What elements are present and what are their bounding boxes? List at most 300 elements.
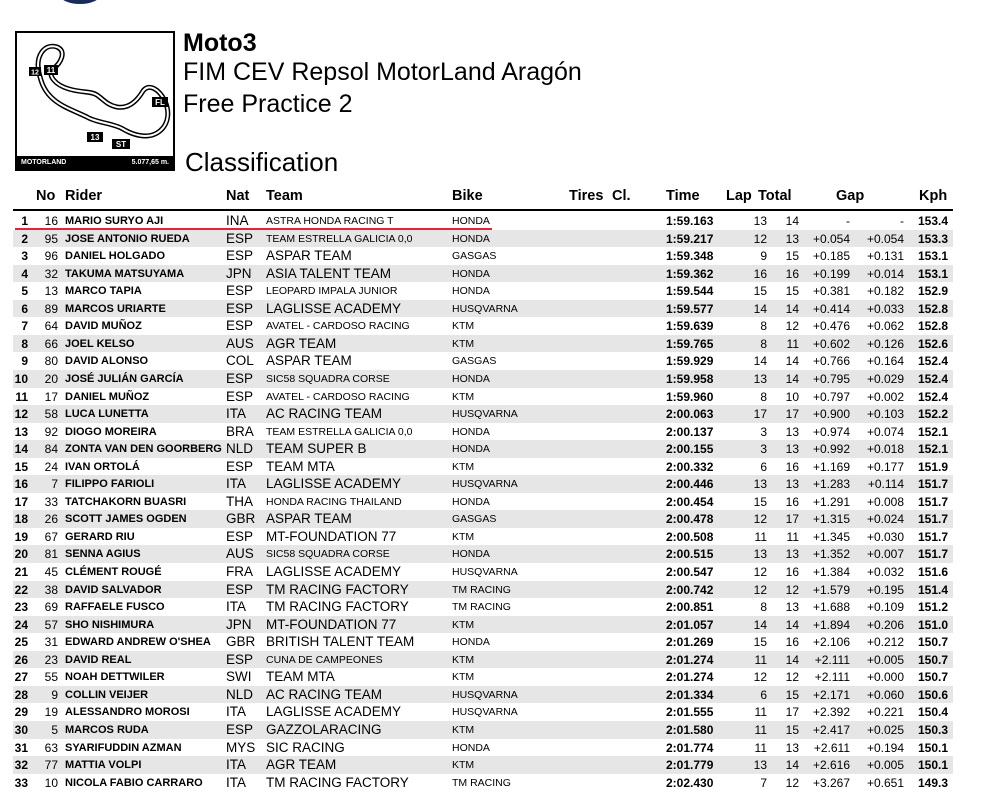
best-lap-cell: 6 (760, 687, 767, 702)
leader-underline (15, 228, 492, 230)
bike-cell: KTM (452, 653, 475, 666)
interval-cell: +0.182 (866, 284, 904, 299)
interval-cell: +0.030 (866, 529, 904, 544)
nationality-cell: BRA (226, 423, 254, 439)
gap-cell: +2.171 (812, 687, 850, 702)
table-row (13, 212, 953, 230)
section-title: Classification (185, 147, 339, 177)
speed-cell: 150.7 (917, 635, 948, 650)
rider-number-cell: 64 (44, 319, 58, 334)
table-row (13, 247, 953, 265)
rider-name-cell: EDWARD ANDREW O'SHEA (65, 636, 211, 649)
logo-fragment (60, 0, 100, 4)
total-laps-cell: 15 (785, 284, 799, 299)
lap-time-cell: 2:01.555 (666, 705, 714, 720)
rider-number-cell: 80 (44, 354, 58, 369)
total-laps-cell: 13 (785, 477, 799, 492)
best-lap-cell: 12 (753, 582, 767, 597)
bike-cell: GASGAS (452, 513, 497, 526)
gap-cell: +2.417 (812, 722, 850, 737)
rider-number-cell: 95 (44, 231, 58, 246)
team-cell: SIC58 SQUADRA CORSE (266, 548, 390, 561)
rider-name-cell: FILIPPO FARIOLI (65, 478, 155, 491)
gap-cell: +0.185 (812, 249, 850, 264)
gap-cell: +1.352 (812, 547, 850, 562)
position-cell: 19 (14, 529, 28, 544)
rider-name-cell: DAVID ALONSO (65, 355, 149, 368)
rider-number-cell: 58 (44, 407, 58, 422)
gap-cell: +0.054 (812, 231, 850, 246)
position-cell: 4 (21, 266, 28, 281)
rider-number-cell: 69 (44, 600, 58, 615)
svg-text:13: 13 (90, 133, 100, 142)
interval-cell: +0.195 (866, 582, 904, 597)
gap-cell: +0.476 (812, 319, 850, 334)
rider-number-cell: 57 (44, 617, 58, 632)
interval-cell: +0.007 (866, 547, 904, 562)
rider-number-cell: 26 (44, 512, 58, 527)
speed-cell: 151.6 (917, 565, 948, 579)
team-cell: HONDA RACING THAILAND (266, 495, 402, 508)
total-laps-cell: 10 (785, 389, 799, 404)
interval-cell: +0.029 (866, 371, 904, 386)
lap-time-cell: 1:59.217 (666, 231, 714, 246)
interval-cell: +0.221 (866, 705, 904, 720)
table-row (13, 317, 953, 335)
total-laps-cell: 12 (785, 775, 799, 790)
svg-text:12: 12 (31, 69, 39, 77)
team-cell: BRITISH TALENT TEAM (266, 634, 415, 650)
team-cell: AC RACING TEAM (266, 406, 383, 422)
total-laps-cell: 15 (785, 249, 799, 264)
rider-name-cell: IVAN ORTOLÁ (65, 460, 140, 473)
team-cell: TEAM MTA (266, 458, 335, 474)
table-row (13, 598, 953, 616)
circuit-length: 5.077,65 m. (131, 159, 169, 166)
lap-time-cell: 2:00.478 (666, 512, 714, 527)
best-lap-cell: 14 (753, 301, 767, 316)
bike-cell: HONDA (452, 548, 490, 561)
total-laps-cell: 16 (785, 565, 799, 579)
team-cell: LEOPARD IMPALA JUNIOR (266, 285, 398, 298)
gap-cell: +0.795 (812, 371, 850, 386)
best-lap-cell: 15 (753, 494, 767, 509)
best-lap-cell: 3 (760, 424, 767, 439)
speed-cell: 152.8 (917, 301, 948, 316)
rider-number-cell: 55 (44, 670, 58, 685)
bike-cell: KTM (452, 390, 475, 403)
team-cell: LAGLISSE ACADEMY (266, 476, 402, 492)
lap-time-cell: 2:00.063 (666, 407, 714, 422)
table-row (13, 423, 953, 441)
gap-cell: +1.169 (812, 459, 850, 474)
team-cell: ASIA TALENT TEAM (266, 265, 392, 281)
event-title: FIM CEV Repsol MotorLand Aragón (183, 58, 582, 86)
rider-name-cell: NOAH DETTWILER (65, 671, 165, 684)
total-laps-cell: 14 (785, 214, 799, 228)
lap-time-cell: 1:59.639 (666, 319, 714, 334)
position-cell: 2 (21, 231, 28, 246)
rider-name-cell: TATCHAKORN BUASRI (65, 495, 187, 508)
nationality-cell: INA (226, 213, 249, 228)
total-laps-cell: 16 (785, 635, 799, 650)
lap-time-cell: 1:59.765 (666, 336, 714, 351)
lap-time-cell: 2:00.454 (666, 494, 714, 509)
col-header-bike: Bike (452, 188, 483, 204)
bike-cell: GASGAS (452, 250, 497, 263)
gap-cell: - (846, 214, 850, 228)
nationality-cell: GBR (226, 634, 256, 650)
bike-cell: KTM (452, 337, 475, 350)
lap-time-cell: 2:00.446 (666, 477, 714, 492)
best-lap-cell: 12 (753, 670, 767, 685)
rider-number-cell: 89 (44, 301, 58, 316)
best-lap-cell: 13 (753, 477, 767, 492)
position-cell: 28 (14, 687, 28, 702)
nationality-cell: ESP (226, 248, 254, 264)
table-row (13, 545, 953, 563)
nationality-cell: ESP (226, 230, 254, 246)
best-lap-cell: 8 (760, 336, 767, 351)
rider-number-cell: 77 (44, 758, 58, 773)
gap-cell: +0.602 (812, 336, 850, 351)
position-cell: 29 (14, 705, 28, 720)
position-cell: 1 (21, 214, 28, 228)
best-lap-cell: 6 (760, 459, 767, 474)
team-cell: TM RACING FACTORY (266, 774, 409, 790)
lap-time-cell: 2:00.547 (666, 565, 714, 579)
position-cell: 24 (14, 617, 28, 632)
position-cell: 3 (21, 249, 28, 264)
bike-cell: HUSQVARNA (452, 688, 518, 701)
total-laps-cell: 14 (785, 354, 799, 369)
total-laps-cell: 14 (785, 617, 799, 632)
interval-cell: +0.651 (866, 775, 904, 790)
position-cell: 12 (14, 407, 28, 422)
gap-cell: +1.579 (812, 582, 850, 597)
team-cell: MT-FOUNDATION 77 (266, 616, 397, 632)
rider-number-cell: 24 (44, 459, 58, 474)
interval-cell: +0.177 (866, 459, 904, 474)
total-laps-cell: 11 (786, 529, 799, 544)
rider-name-cell: ALESSANDRO MOROSI (65, 706, 190, 719)
interval-cell: +0.074 (866, 424, 904, 439)
lap-time-cell: 1:59.348 (666, 249, 714, 264)
gap-cell: +2.111 (814, 652, 850, 667)
rider-number-cell: 10 (44, 775, 58, 790)
position-cell: 10 (14, 371, 28, 386)
table-row (13, 405, 953, 423)
total-laps-cell: 14 (785, 301, 799, 316)
total-laps-cell: 12 (785, 670, 799, 685)
table-row (13, 440, 953, 458)
best-lap-cell: 13 (753, 214, 767, 228)
position-cell: 16 (14, 477, 28, 492)
nationality-cell: ESP (226, 581, 254, 597)
rider-number-cell: 23 (44, 652, 58, 667)
rider-number-cell: 13 (44, 284, 58, 299)
rider-number-cell: 16 (44, 214, 58, 228)
session-title: Free Practice 2 (183, 90, 353, 118)
interval-cell: +0.054 (866, 231, 904, 246)
speed-cell: 151.7 (917, 477, 948, 492)
gap-cell: +0.766 (812, 354, 850, 369)
nationality-cell: ESP (226, 458, 254, 474)
interval-cell: +0.000 (866, 670, 904, 685)
team-cell: ASPAR TEAM (266, 248, 352, 264)
total-laps-cell: 17 (785, 407, 799, 422)
rider-name-cell: MARCOS RUDA (65, 723, 149, 736)
rider-number-cell: 17 (44, 389, 58, 404)
rider-number-cell: 33 (44, 494, 58, 509)
gap-cell: +2.392 (812, 705, 850, 720)
bike-cell: TM RACING (452, 583, 511, 596)
bike-cell: HUSQVARNA (452, 408, 518, 421)
rider-number-cell: 19 (44, 705, 58, 720)
gap-cell: +1.291 (812, 494, 850, 509)
interval-cell: +0.005 (866, 758, 904, 773)
lap-time-cell: 1:59.362 (666, 266, 714, 281)
team-cell: TEAM SUPER B (266, 441, 367, 457)
team-cell: AGR TEAM (266, 757, 337, 773)
nationality-cell: NLD (226, 686, 254, 702)
gap-cell: +2.111 (814, 670, 850, 685)
table-row (13, 230, 953, 248)
lap-time-cell: 1:59.544 (666, 284, 714, 299)
table-row (13, 633, 953, 651)
speed-cell: 153.1 (917, 249, 948, 264)
rider-name-cell: SENNA AGIUS (65, 548, 141, 561)
position-cell: 30 (14, 722, 28, 737)
rider-name-cell: DAVID MUÑOZ (65, 320, 142, 333)
total-laps-cell: 15 (785, 687, 799, 702)
speed-cell: 150.7 (917, 670, 948, 685)
interval-cell: - (900, 214, 904, 228)
lap-time-cell: 2:01.269 (666, 635, 714, 650)
circuit-map-footer (17, 156, 173, 169)
rider-name-cell: DAVID REAL (65, 653, 132, 666)
lap-time-cell: 2:00.851 (666, 600, 714, 615)
bike-cell: KTM (452, 460, 475, 473)
total-laps-cell: 13 (785, 442, 799, 457)
interval-cell: +0.002 (866, 389, 904, 404)
rider-name-cell: MARCO TAPIA (65, 285, 142, 298)
total-laps-cell: 13 (785, 547, 799, 562)
speed-cell: 153.4 (917, 214, 948, 228)
rider-name-cell: DANIEL MUÑOZ (65, 390, 150, 403)
speed-cell: 152.9 (917, 284, 948, 299)
rider-number-cell: 63 (44, 740, 58, 755)
lap-time-cell: 1:59.958 (666, 371, 714, 386)
position-cell: 27 (14, 670, 28, 685)
nationality-cell: NLD (226, 441, 254, 457)
bike-cell: KTM (452, 671, 475, 684)
interval-cell: +0.062 (866, 319, 904, 334)
gap-cell: +0.199 (812, 266, 850, 281)
nationality-cell: ESP (226, 283, 254, 299)
speed-cell: 153.1 (917, 266, 948, 281)
col-header-team: Team (266, 188, 303, 204)
rider-name-cell: SCOTT JAMES OGDEN (65, 513, 187, 526)
best-lap-cell: 15 (753, 635, 767, 650)
best-lap-cell: 3 (760, 442, 767, 457)
gap-cell: +1.345 (812, 529, 850, 544)
best-lap-cell: 12 (753, 565, 767, 579)
speed-cell: 151.4 (917, 582, 948, 597)
interval-cell: +0.131 (866, 249, 904, 264)
best-lap-cell: 9 (760, 249, 767, 264)
table-row (13, 651, 953, 669)
rider-name-cell: MARIO SURYO AJI (65, 215, 164, 227)
circuit-name: MOTORLAND (21, 159, 67, 166)
speed-cell: 151.9 (917, 459, 948, 474)
rider-number-cell: 32 (44, 266, 58, 281)
nationality-cell: ESP (226, 370, 254, 386)
rider-number-cell: 96 (44, 249, 58, 264)
col-header-no: No (36, 188, 56, 204)
best-lap-cell: 7 (760, 775, 767, 790)
nationality-cell: ESP (226, 651, 254, 667)
svg-text:ST: ST (115, 140, 127, 149)
total-laps-cell: 11 (786, 336, 799, 351)
team-cell: TM RACING FACTORY (266, 599, 409, 615)
total-laps-cell: 14 (785, 758, 799, 773)
best-lap-cell: 11 (754, 652, 767, 667)
lap-time-cell: 2:01.057 (666, 617, 714, 632)
best-lap-cell: 11 (754, 740, 767, 755)
bike-cell: HONDA (452, 285, 490, 298)
team-cell: MT-FOUNDATION 77 (266, 528, 397, 544)
total-laps-cell: 17 (785, 512, 799, 527)
rider-name-cell: JOSÉ JULIÁN GARCÍA (65, 372, 184, 385)
table-row (13, 352, 953, 370)
total-laps-cell: 13 (785, 424, 799, 439)
col-header-tires: Tires (569, 188, 604, 204)
speed-cell: 152.8 (917, 319, 948, 334)
position-cell: 25 (14, 635, 28, 650)
speed-cell: 150.7 (917, 652, 948, 667)
team-cell: GAZZOLARACING (266, 721, 382, 737)
col-header-lap: Lap (726, 188, 752, 204)
bike-cell: HONDA (452, 215, 490, 227)
team-cell: CUNA DE CAMPEONES (266, 653, 383, 666)
rider-number-cell: 5 (51, 722, 58, 737)
speed-cell: 152.1 (917, 442, 948, 457)
nationality-cell: JPN (226, 616, 252, 632)
nationality-cell: ITA (226, 704, 246, 720)
rider-name-cell: GERARD RIU (65, 530, 135, 543)
best-lap-cell: 12 (753, 512, 767, 527)
interval-cell: +0.014 (866, 266, 904, 281)
bike-cell: GASGAS (452, 355, 497, 368)
team-cell: SIC58 SQUADRA CORSE (266, 372, 390, 385)
class-title: Moto3 (183, 29, 257, 57)
gap-cell: +0.900 (812, 407, 850, 422)
position-cell: 11 (15, 389, 28, 404)
nationality-cell: ESP (226, 300, 254, 316)
gap-cell: +1.688 (812, 600, 850, 615)
lap-time-cell: 2:00.515 (666, 547, 714, 562)
best-lap-cell: 13 (753, 758, 767, 773)
total-laps-cell: 14 (785, 652, 799, 667)
best-lap-cell: 12 (753, 231, 767, 246)
lap-time-cell: 2:00.137 (666, 424, 714, 439)
gap-cell: +0.992 (812, 442, 850, 457)
rider-number-cell: 45 (44, 565, 58, 579)
speed-cell: 150.6 (917, 687, 948, 702)
rider-number-cell: 7 (51, 477, 58, 492)
position-cell: 22 (14, 582, 28, 597)
team-cell: TM RACING FACTORY (266, 581, 409, 597)
lap-time-cell: 2:00.332 (666, 459, 714, 474)
nationality-cell: ESP (226, 528, 254, 544)
team-cell: TEAM ESTRELLA GALICIA 0,0 (266, 425, 413, 438)
total-laps-cell: 17 (785, 705, 799, 720)
lap-time-cell: 2:01.274 (666, 670, 714, 685)
position-cell: 7 (21, 319, 28, 334)
rider-name-cell: DIOGO MOREIRA (65, 425, 157, 438)
interval-cell: +0.212 (866, 635, 904, 650)
table-row (13, 563, 953, 581)
bike-cell: HONDA (452, 443, 490, 456)
interval-cell: +0.060 (866, 687, 904, 702)
nationality-cell: ITA (226, 406, 246, 422)
position-cell: 18 (14, 512, 28, 527)
bike-cell: KTM (452, 530, 475, 543)
gap-cell: +0.974 (812, 424, 850, 439)
interval-cell: +0.024 (866, 512, 904, 527)
rider-number-cell: 66 (44, 336, 58, 351)
nationality-cell: SWI (226, 669, 252, 685)
position-cell: 14 (14, 442, 28, 457)
position-cell: 23 (14, 600, 28, 615)
table-row (13, 388, 953, 406)
interval-cell: +0.114 (867, 477, 904, 492)
gap-cell: +1.384 (812, 565, 850, 579)
bike-cell: HUSQVARNA (452, 478, 518, 491)
table-row (13, 493, 953, 511)
interval-cell: +0.194 (866, 740, 904, 755)
bike-cell: HONDA (452, 232, 490, 245)
speed-cell: 152.4 (917, 389, 948, 404)
table-row (13, 475, 953, 493)
position-cell: 9 (21, 354, 28, 369)
rider-name-cell: RAFFAELE FUSCO (65, 601, 165, 614)
bike-cell: HUSQVARNA (452, 302, 518, 315)
nationality-cell: MYS (226, 739, 256, 755)
speed-cell: 152.4 (917, 354, 948, 369)
total-laps-cell: 16 (785, 459, 799, 474)
team-cell: SIC RACING (266, 739, 345, 755)
speed-cell: 152.6 (917, 336, 948, 351)
bike-cell: HONDA (452, 495, 490, 508)
team-cell: AC RACING TEAM (266, 686, 383, 702)
table-row (13, 721, 953, 739)
lap-time-cell: 2:01.580 (666, 722, 714, 737)
rider-name-cell: SYARIFUDDIN AZMAN (65, 741, 182, 754)
interval-cell: +0.025 (866, 722, 904, 737)
lap-time-cell: 2:00.742 (666, 582, 714, 597)
total-laps-cell: 15 (785, 722, 799, 737)
gap-cell: +0.381 (812, 284, 850, 299)
team-cell: LAGLISSE ACADEMY (266, 300, 402, 316)
svg-text:11: 11 (46, 66, 56, 75)
team-cell: LAGLISSE ACADEMY (266, 564, 402, 579)
table-row (13, 458, 953, 476)
speed-cell: 150.1 (917, 740, 948, 755)
interval-cell: +0.033 (866, 301, 904, 316)
gap-cell: +1.315 (812, 512, 850, 527)
